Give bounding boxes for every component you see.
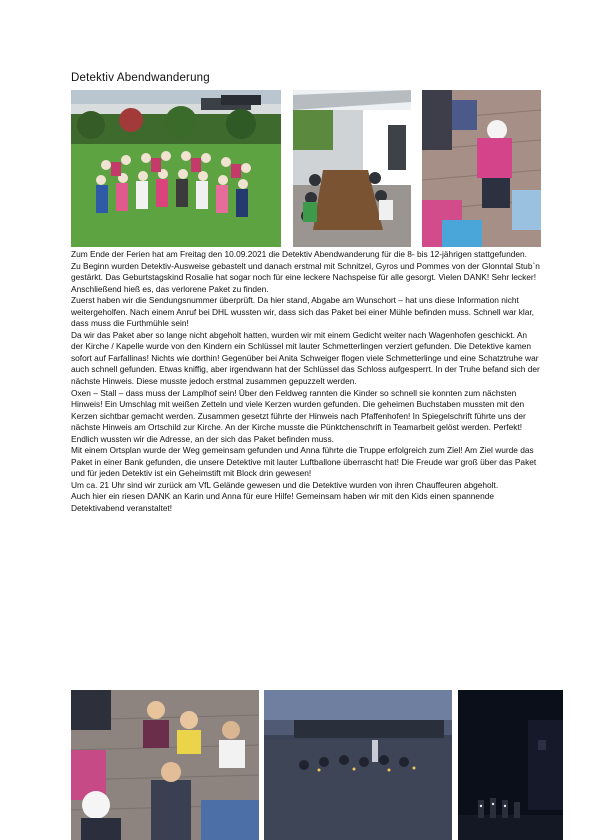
group-photo-lawn [71,90,281,247]
dinner-table-photo [293,90,411,247]
night-walk-photo [458,690,563,840]
paragraph: Zuerst haben wir die Sendungsnummer überprüft. Da hier stand, Abgabe am Wunschort – hat uns diese Information nicht weitergeholfen. Nach einem Anruf bei DHL wussten wir, dass sich das Paket bei einer Mühle befinden muss. Schnell war klar, dass muss die Furthmühle sein! [71,295,535,329]
paragraph: Zum Ende der Ferien hat am Freitag den 10.09.2021 die Detektiv Abendwanderung für die 8- bis 12-jährigen stattgefunden. [71,249,527,259]
kids-ground-photo [422,90,541,247]
kids-sitting-photo [71,690,259,840]
paragraph: Anschließend hieß es, das verlorene Paket zu finden. [71,283,269,294]
article-body [71,249,541,515]
paragraph: Oxen – Stall – dass muss der Lamplhof sein! Über den Feldweg rannten die Kinder so schnell sie konnten zum nächsten Hinweis! Ein Umschlag mit weißen Zetteln und viele Kerzen wurden gefunden. Die geheimen Buchstaben mussten mit den Kerzen sichtbar gemacht werden. Zusammen gesetzt führte der Hinweis nach Pfaffenhofen! In Spiegelschrift führte uns der nächste Hinweis am Ortschild zur Kirche. An der Kirche musste die Pünktchenschrift in Teamarbeit gelöst werden. Perfekt! Endlich wussten wir die Adresse, an der sich das Paket befinden muss. [71,387,526,444]
paragraph: Zu Beginn wurden Detektiv-Ausweise gebastelt und danach erstmal mit Schnitzel, Gyros und Pommes von der Glonntal Stub`n gestärkt. Das Geburtstagskind Rosalie hat sogar noch für eine leckere Nachspeise für alle gesorgt. Vielen DANK! Sehr lecker! [71,260,540,283]
paragraph: Um ca. 21 Uhr sind wir zurück am VfL Gelände gewesen und die Detektive wurden von ihren Chauffeuren abgeholt. [71,479,499,490]
paragraph: Auch hier ein riesen DANK an Karin und Anna für eure Hilfe! Gemeinsam haben wir mit den Kids einen spannende Detektivabend veranstaltet! [71,491,494,514]
paragraph: Mit einem Ortsplan wurde der Weg gemeinsam gefunden und Anna führte die Truppe erfolgreich zum Ziel! Am Ziel wurde das Paket in einer Bank gefunden, die unsere Detektive mit lauter Luftballone überrascht hat! Die Freude war groß über das Paket und für jeden Detektiv ist ein Geheimstift mit Block drin gewesen! [71,445,537,479]
dusk-field-photo [264,690,452,840]
paragraph: Da wir das Paket aber so lange nicht abgeholt hatten, wurden wir mit einem Gedicht weiter nach Wagenhofen geschickt. An der Kirche / Kapelle wurde von den Kindern ein Schlüssel mit lauter Schmetterlingen verziert gefunden. Die Detektive kamen sofort auf Farfallinas! Nichts wie dorthin! Gegenüber bei Anita Schweiger flogen viele Schmetterlinge und eine Schatztruhe war auch schnell gefunden. Etwas kniffig, aber irgendwann hat der Schlüssel das Schloss aufgesperrt. In der Truhe befand sich der nächste Hinweis. Diese musste jedoch erstmal zusammen gepuzzelt werden. [71,329,540,387]
page-title: Detektiv Abendwanderung [71,72,210,84]
